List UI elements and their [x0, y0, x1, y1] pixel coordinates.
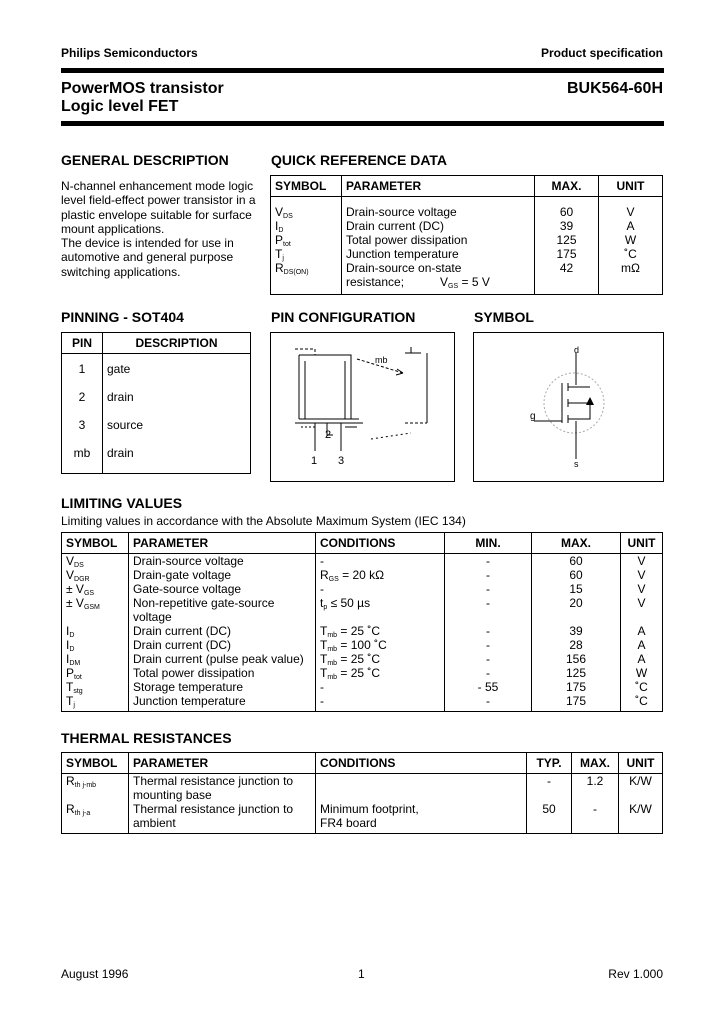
symbol-sub: GSM	[83, 604, 100, 611]
desc-line: mount applications.	[61, 221, 165, 236]
label-drain: d	[574, 345, 580, 355]
min-value: -	[445, 666, 532, 680]
document-type: Product specification	[540, 46, 663, 60]
condition-continued: FR4 board	[316, 816, 527, 830]
thermal-resistances-table	[61, 752, 663, 834]
symbol: T	[66, 680, 74, 694]
table-row	[62, 788, 663, 802]
col-header: UNIT	[621, 533, 663, 554]
condition-sub: mb	[327, 674, 338, 681]
max-value: 125	[535, 233, 599, 247]
condition: -	[316, 582, 445, 596]
max-value: 1.2	[572, 774, 619, 789]
pin-description: source	[103, 418, 251, 446]
parameter: Drain current (DC)	[129, 638, 316, 652]
table-row	[62, 694, 663, 708]
symbol: I	[66, 624, 70, 638]
condition-sub: mb	[327, 646, 338, 653]
parameter: Drain-source voltage	[129, 554, 316, 569]
label-pin-3: 3	[338, 455, 345, 467]
symbol: I	[275, 218, 279, 233]
symbol: I	[66, 638, 70, 652]
table-row	[62, 774, 663, 789]
n-channel-mosfet-icon	[474, 333, 663, 481]
table-row	[62, 666, 663, 680]
table-row	[271, 205, 663, 219]
condition-value: = 5 V	[458, 274, 490, 289]
symbol-sub: DS(ON)	[283, 268, 309, 276]
limiting-values-heading: LIMITING VALUES	[61, 495, 183, 511]
limiting-values-table	[61, 532, 663, 712]
unit: V	[621, 568, 663, 582]
table-row	[62, 816, 663, 830]
symbol-sub: stg	[73, 688, 83, 695]
pinning-table	[61, 332, 251, 474]
max-value: 39	[535, 219, 599, 233]
max-value: 175	[532, 694, 621, 708]
symbol: T	[66, 694, 74, 708]
min-value: -	[445, 568, 532, 582]
unit: ˚C	[621, 694, 663, 708]
min-value: -	[445, 596, 532, 610]
table-row	[62, 568, 663, 582]
condition: = 25 ˚C	[337, 666, 381, 680]
symbol-sub: DGR	[74, 576, 90, 583]
symbol-sub: th j-a	[74, 810, 91, 817]
table-row	[62, 362, 251, 390]
condition-sub: GS	[448, 282, 459, 290]
max-value: 60	[535, 205, 599, 219]
condition	[316, 774, 527, 789]
max-value: 42	[535, 261, 599, 275]
unit: V	[621, 554, 663, 569]
symbol-sub: D	[69, 646, 75, 653]
product-title-line2: Logic level FET	[61, 98, 179, 115]
limiting-values-note: Limiting values in accordance with the Absolute Maximum System (IEC 134)	[61, 514, 466, 528]
quick-reference-heading: QUICK REFERENCE DATA	[271, 152, 448, 168]
label-mb: mb	[375, 355, 388, 365]
parameter: Drain current (DC)	[129, 624, 316, 638]
max-value: 28	[532, 638, 621, 652]
condition: -	[316, 694, 445, 708]
unit: mΩ	[599, 261, 663, 275]
table-row	[271, 275, 663, 289]
condition-symbol: V	[440, 274, 449, 289]
symbol: V	[275, 204, 284, 219]
footer-page-number: 1	[358, 967, 365, 981]
unit: K/W	[619, 774, 663, 789]
col-header: UNIT	[619, 753, 663, 774]
table-row	[62, 582, 663, 596]
col-header: PARAMETER	[129, 753, 316, 774]
diode-arrow	[586, 397, 594, 405]
min-value: -	[445, 652, 532, 666]
label-pin-2: 2	[325, 429, 332, 441]
unit: K/W	[619, 802, 663, 816]
table-row	[62, 610, 663, 624]
table-row	[271, 233, 663, 247]
pin-number: 3	[78, 417, 86, 432]
table-row	[62, 390, 251, 418]
pinning-heading: PINNING - SOT404	[61, 309, 184, 325]
col-header: DESCRIPTION	[103, 333, 251, 354]
parameter: Total power dissipation	[342, 233, 535, 247]
col-header: TYP.	[527, 753, 572, 774]
condition: Minimum footprint,	[316, 802, 527, 816]
table-row	[271, 219, 663, 233]
table-row	[62, 418, 251, 446]
label-source: s	[574, 459, 579, 469]
desc-line: The device is intended for use in	[61, 236, 234, 251]
col-header: CONDITIONS	[316, 753, 527, 774]
parameter: Drain-source on-state	[342, 261, 535, 275]
table-row	[62, 680, 663, 694]
quick-reference-table	[270, 175, 663, 295]
pin-description: gate	[103, 362, 251, 390]
condition-symbol: R	[320, 568, 329, 582]
symbol: T	[275, 246, 283, 261]
symbol-sub: D	[278, 226, 284, 234]
min-value: -	[445, 554, 532, 569]
product-title-line1: PowerMOS transistor	[61, 80, 224, 97]
table-header-row	[62, 533, 663, 554]
parameter-continued: ambient	[129, 816, 316, 830]
unit: A	[599, 219, 663, 233]
footer-date: August 1996	[61, 967, 129, 981]
min-value: -	[445, 638, 532, 652]
parameter: Storage temperature	[129, 680, 316, 694]
symbol: V	[66, 568, 75, 582]
table-header-row	[62, 333, 251, 354]
symbol-sub: j	[73, 702, 75, 709]
col-header: MIN.	[445, 533, 532, 554]
unit: W	[599, 233, 663, 247]
min-value: -	[445, 582, 532, 596]
symbol: P	[275, 232, 284, 247]
parameter: Drain-gate voltage	[129, 568, 316, 582]
parameter: Drain-source voltage	[342, 205, 535, 219]
pin-number: 2	[78, 389, 86, 404]
parameter: Drain current (DC)	[342, 219, 535, 233]
pin-number: 1	[78, 361, 86, 376]
parameter: Thermal resistance junction to	[129, 774, 316, 789]
col-header: MAX.	[535, 176, 599, 197]
table-row	[271, 261, 663, 275]
table-row	[62, 652, 663, 666]
col-header: PIN	[62, 333, 103, 354]
desc-line: automotive and general purpose	[61, 250, 234, 265]
table-row	[62, 638, 663, 652]
condition: = 100 ˚C	[337, 638, 387, 652]
symbol-sub: DS	[283, 212, 293, 220]
pin-configuration-heading: PIN CONFIGURATION	[271, 309, 416, 325]
max-value: 156	[532, 652, 621, 666]
part-number: BUK564-60H	[566, 80, 663, 97]
symbol-sub: D	[69, 632, 75, 639]
col-header: SYMBOL	[271, 176, 342, 197]
col-header: MAX.	[532, 533, 621, 554]
unit: ˚C	[621, 680, 663, 694]
parameter: Total power dissipation	[129, 666, 316, 680]
mosfet-symbol-diagram	[473, 332, 664, 482]
symbol-heading: SYMBOL	[474, 309, 534, 325]
label-gate: g	[530, 411, 536, 422]
condition-symbol: T	[320, 624, 328, 638]
max-value: -	[572, 802, 619, 816]
parameter-continued: resistance;	[346, 274, 405, 289]
parameter: Junction temperature	[129, 694, 316, 708]
label-pin-1: 1	[311, 455, 318, 467]
condition-sub: GS	[328, 576, 339, 583]
max-value: 175	[535, 247, 599, 261]
col-header: PARAMETER	[129, 533, 316, 554]
table-header-row	[62, 753, 663, 774]
condition-sub: mb	[327, 632, 338, 639]
max-value: 175	[532, 680, 621, 694]
condition: -	[316, 554, 445, 569]
table-header-row	[271, 176, 663, 197]
pin-number: mb	[73, 445, 91, 460]
general-description-heading: GENERAL DESCRIPTION	[61, 152, 229, 168]
desc-line: N-channel enhancement mode logic	[61, 179, 254, 193]
typ-value: 50	[527, 802, 572, 816]
col-header: MAX.	[572, 753, 619, 774]
symbol: ± V	[66, 596, 84, 610]
symbol: R	[275, 260, 284, 275]
symbol-sub: tot	[74, 674, 82, 681]
parameter: Gate-source voltage	[129, 582, 316, 596]
condition-sub: mb	[327, 660, 338, 667]
col-header: PARAMETER	[342, 176, 535, 197]
table-row	[62, 554, 663, 569]
max-value: 39	[532, 624, 621, 638]
symbol: V	[66, 554, 75, 568]
table-row	[62, 596, 663, 610]
symbol-sub: DS	[74, 562, 84, 569]
table-row	[62, 624, 663, 638]
desc-line: switching applications.	[61, 264, 181, 279]
max-value: 125	[532, 666, 621, 680]
footer-revision: Rev 1.000	[608, 967, 663, 981]
unit: W	[621, 666, 663, 680]
pin-description: drain	[103, 390, 251, 418]
symbol-sub: GS	[83, 590, 95, 597]
symbol: P	[66, 666, 75, 680]
max-value: 60	[532, 568, 621, 582]
condition-symbol: T	[320, 666, 328, 680]
parameter-continued: voltage	[129, 610, 316, 624]
symbol: ± V	[66, 582, 84, 596]
condition-symbol: T	[320, 652, 328, 666]
symbol-sub: tot	[283, 240, 291, 248]
min-value: -	[445, 694, 532, 708]
header-rule-bottom	[61, 121, 664, 126]
condition-sub: p	[323, 604, 328, 611]
condition: = 25 ˚C	[337, 652, 381, 666]
typ-value: -	[527, 774, 572, 789]
thermal-resistances-heading: THERMAL RESISTANCES	[61, 730, 232, 746]
condition: ≤ 50 µs	[327, 596, 371, 610]
min-value: - 55	[445, 680, 532, 694]
unit: ˚C	[599, 247, 663, 261]
symbol: R	[66, 774, 75, 788]
parameter: Non-repetitive gate-source	[129, 596, 316, 610]
max-value: 60	[532, 554, 621, 569]
unit: V	[621, 582, 663, 596]
header-rule-top	[61, 68, 664, 73]
unit: V	[599, 205, 663, 219]
symbol-sub: j	[282, 254, 284, 262]
col-header: SYMBOL	[62, 533, 129, 554]
pin-description: drain	[103, 446, 251, 474]
company-name: Philips Semiconductors	[61, 46, 198, 60]
unit: A	[621, 652, 663, 666]
condition: -	[316, 680, 445, 694]
condition: = 20 kΩ	[338, 568, 385, 582]
unit: A	[621, 624, 663, 638]
condition-symbol: t	[320, 596, 324, 610]
max-value: 20	[532, 596, 621, 610]
condition-symbol: T	[320, 638, 328, 652]
parameter: Drain current (pulse peak value)	[129, 652, 316, 666]
desc-line: plastic envelope suitable for surface	[61, 207, 252, 222]
parameter: Junction temperature	[342, 247, 535, 261]
symbol-sub: DM	[69, 660, 81, 667]
symbol: R	[66, 802, 75, 816]
pin-configuration-diagram	[270, 332, 455, 482]
symbol: I	[66, 652, 70, 666]
min-value: -	[445, 624, 532, 638]
parameter: Thermal resistance junction to	[129, 802, 316, 816]
parameter-continued: mounting base	[129, 788, 316, 802]
col-header: UNIT	[599, 176, 663, 197]
unit: A	[621, 638, 663, 652]
col-header: SYMBOL	[62, 753, 129, 774]
symbol-sub: th j-mb	[74, 782, 97, 789]
unit: V	[621, 596, 663, 610]
table-row	[62, 446, 251, 474]
table-row	[271, 247, 663, 261]
general-description-text	[61, 179, 256, 279]
table-row	[62, 802, 663, 816]
max-value: 15	[532, 582, 621, 596]
desc-line: level field-effect power transistor in a	[61, 193, 256, 208]
condition: = 25 ˚C	[337, 624, 381, 638]
col-header: CONDITIONS	[316, 533, 445, 554]
sot404-package-outline	[271, 333, 454, 481]
